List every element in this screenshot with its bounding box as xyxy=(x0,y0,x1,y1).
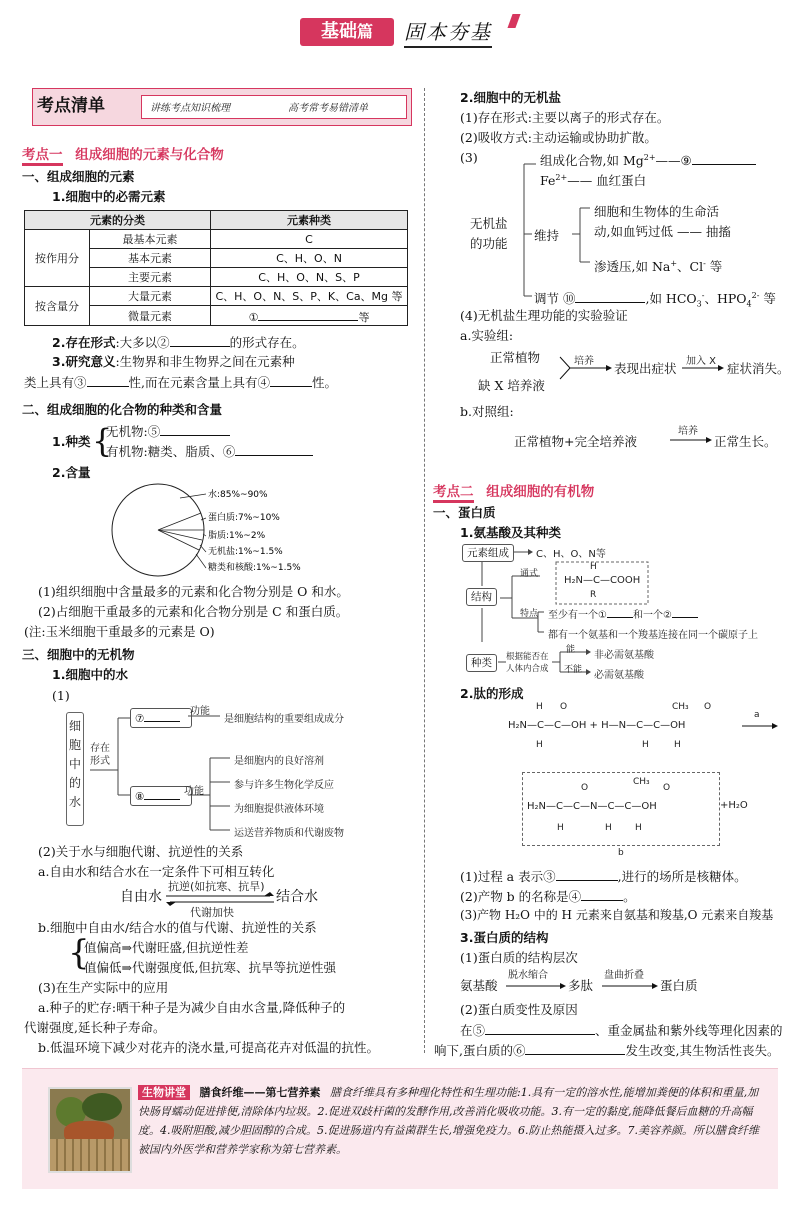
k2-title: 组成细胞的有机物 xyxy=(486,484,595,500)
water-diagram xyxy=(60,700,410,842)
salt-lackX: 缺 X 培养液 xyxy=(478,378,545,393)
water-pie-chart xyxy=(100,480,410,580)
conv-arrowhead xyxy=(264,892,274,896)
regulate: 调节 ⑩ xyxy=(534,291,576,307)
m2b-sup: - xyxy=(703,259,706,268)
fe: Fe xyxy=(540,173,556,189)
reg-d: 等 xyxy=(759,291,776,307)
aa-general: 通式 xyxy=(520,569,539,579)
reg-b: ,如 HCO xyxy=(645,291,697,307)
footer-text: 膳食纤维具有多种理化特性和生理功能:1.具有一定的溶水性,能增加粪便的体积和重量,加快肠胃蠕动促进排便,清除体内垃圾。2.促进双歧杆菌的发酵作用,改善消化吸收功能。3.有一定的黏度,能降低餐后血糖的升高幅度。4.吸附胆酸,减少胆固醇的合成。5.促进肠道内有益菌群生长,增强免疫力。6.防止热能摄入过多。7.美容养颜。所以膳食纤维被国内外医学和营养学家称为第七营养素。 xyxy=(138,1086,759,1156)
exp-addX: 加入 X xyxy=(686,356,717,367)
vegetable-basket-image xyxy=(48,1087,132,1173)
pep-o3: O xyxy=(581,783,589,793)
pep-ch3-1: CH₃ xyxy=(672,702,689,712)
header-slogan: 固本夯基 xyxy=(404,18,492,48)
fe-sup: 2+ xyxy=(555,173,568,182)
k2-s1-3: 3.蛋白质的结构 xyxy=(460,930,549,945)
blank-line xyxy=(235,441,313,456)
level-arrowhead xyxy=(652,983,658,989)
conv-bottom: 代谢加快 xyxy=(190,906,234,919)
k2-s1-2: 2.肽的形成 xyxy=(460,686,524,701)
blank-line xyxy=(556,866,618,881)
pie-label-sugar: 糖类和核酸:1%~1.5% xyxy=(208,563,301,573)
table-cell-trace xyxy=(211,306,408,326)
salt-m1a: 细胞和生物体的生命活 xyxy=(594,204,720,219)
table-head-2: 元素种类 xyxy=(211,211,408,230)
blank-line xyxy=(144,709,180,722)
pie-leader xyxy=(201,518,206,520)
exp-culture: 培养 xyxy=(574,356,594,367)
pep-h3: H xyxy=(642,740,649,750)
k1-wa: a.自由水和结合水在一定条件下可相互转化 xyxy=(38,864,275,879)
k2-s1: 一、蛋白质 xyxy=(433,505,496,520)
level3: 蛋白质 xyxy=(660,978,698,993)
level1: 氨基酸 xyxy=(460,978,498,993)
table-cell: C、H、O、N xyxy=(211,249,408,268)
water-f8d: 运送营养物质和代谢废物 xyxy=(234,828,344,839)
k1-tag: 考点一 xyxy=(22,147,63,166)
blank-line xyxy=(692,150,756,165)
k2-q2 xyxy=(460,886,636,906)
kind-organic xyxy=(106,441,313,461)
k1-p2-label: 2.存在形式 xyxy=(52,335,116,350)
page-header xyxy=(300,14,530,50)
pep-ch3-2: CH₃ xyxy=(633,777,650,787)
k1-n1: (1)组织细胞中含量最多的元素和化合物分别是 O 和水。 xyxy=(38,584,349,599)
footer-tag: 生物讲堂 xyxy=(138,1085,190,1100)
pep-prod: H₂N—C—C—N—C—C—OH xyxy=(527,801,657,812)
level-arrowhead xyxy=(560,983,566,989)
pie-leader xyxy=(196,554,206,568)
ctrl-culture: 培养 xyxy=(678,426,698,437)
m2: 渗透压,如 Na xyxy=(594,259,671,275)
pep-arrow xyxy=(742,722,778,730)
aa-arrowhead xyxy=(586,649,591,655)
water-func2: 功能 xyxy=(184,786,204,797)
level2: 多肽 xyxy=(568,978,594,993)
conv-left: 自由水 xyxy=(120,889,162,905)
reg-sub2: 4 xyxy=(746,299,752,309)
water-f8b: 参与许多生物化学反应 xyxy=(234,780,334,791)
st2d: 发生改变,其生物活性丧失。 xyxy=(625,1043,780,1058)
q1b: ,进行的场所是核糖体。 xyxy=(617,869,747,884)
pep-h4: H xyxy=(674,740,681,750)
salt-label1: 无机盐 xyxy=(470,216,508,231)
kind-label: 1.种类 xyxy=(52,434,91,449)
aa-basis1: 根据能否在 xyxy=(506,652,549,662)
water-vlabel: 细胞中的水 xyxy=(66,712,84,826)
pep-h1: H xyxy=(536,702,543,712)
pep-arrowhead xyxy=(772,723,778,729)
water-func: 功能 xyxy=(190,706,210,717)
salt-maintain: 维持 xyxy=(534,228,560,243)
conv-right: 结合水 xyxy=(276,889,318,905)
k1-p3c: 类上具有③ xyxy=(24,375,87,390)
aa-formula-r: R xyxy=(590,590,597,600)
footer-text-block xyxy=(138,1083,766,1159)
dash: —— xyxy=(655,153,681,169)
level-b: 盘曲折叠 xyxy=(604,970,644,981)
blank-line xyxy=(160,421,230,436)
k1-s3: 三、细胞中的无机物 xyxy=(22,647,135,662)
blank-line xyxy=(170,332,230,347)
table-cell: 基本元素 xyxy=(90,249,211,268)
footer-panel xyxy=(22,1068,778,1189)
salt-eb: b.对照组: xyxy=(460,404,514,419)
conv-top: 抗逆(如抗寒、抗旱) xyxy=(168,880,265,893)
salt-p3: (3) xyxy=(460,150,478,165)
aa-arrowhead xyxy=(586,669,591,675)
aa-nonessential: 非必需氨基酸 xyxy=(594,650,654,661)
m2b: 、Cl xyxy=(677,259,704,275)
pep-h2o: +H₂O xyxy=(720,800,748,811)
k1-w3a2: 代谢强度,延长种子寿命。 xyxy=(24,1020,166,1035)
pie-label-water: 水:85%~90% xyxy=(208,490,268,500)
blank-1: ① xyxy=(248,311,259,324)
table-cell: 大量元素 xyxy=(90,287,211,306)
aa-feature: 特点 xyxy=(520,609,539,619)
pep-h5: H xyxy=(557,823,564,833)
basket xyxy=(50,1139,130,1171)
salt-ea: a.实验组: xyxy=(460,328,514,343)
header-mark xyxy=(507,14,520,28)
pie-label-lipid: 脂质:1%~2% xyxy=(208,531,266,541)
table-suffix: 等 xyxy=(358,311,370,324)
pie-label-protein: 蛋白质:7%~10% xyxy=(208,513,280,523)
pep-h6: H xyxy=(605,823,612,833)
level-a: 脱水缩合 xyxy=(508,970,548,981)
pep-product-box xyxy=(522,772,720,846)
blank-line xyxy=(525,1040,625,1055)
k1-n3: (注:玉米细胞干重最多的元素是 O) xyxy=(24,624,215,639)
header-word1: 基础 xyxy=(320,21,357,42)
pep-left: H₂N—C—C—OH + H—N—C—C—OH xyxy=(508,720,686,731)
k1-wb1: 值偏高⇒代谢旺盛,但抗逆性差 xyxy=(84,940,249,955)
blank-line xyxy=(87,372,129,387)
k1-w3: (3)在生产实际中的应用 xyxy=(38,980,169,995)
wb-brace: { xyxy=(68,933,90,973)
q2b: 。 xyxy=(623,889,636,904)
aa-formula: H₂N—C—COOH xyxy=(564,575,641,586)
ctrl-arrowhead xyxy=(706,437,712,443)
exp-line xyxy=(560,357,570,368)
k2-q1 xyxy=(460,866,747,886)
salt-fe xyxy=(540,168,646,190)
header-word2: 篇 xyxy=(356,22,373,41)
k1-p3-line2 xyxy=(24,372,337,392)
q1a: (1)过程 a 表示③ xyxy=(460,869,556,884)
salt-compose xyxy=(540,148,756,170)
k2-tag: 考点二 xyxy=(433,484,474,503)
pep-o2: O xyxy=(704,702,712,712)
blank-line xyxy=(672,607,698,618)
pep-o4: O xyxy=(663,783,671,793)
table-cell: C、H、O、N、S、P、K、Ca、Mg 等 xyxy=(211,287,408,306)
reg-sup: - xyxy=(701,291,705,300)
table-cell: 微量元素 xyxy=(90,306,211,326)
blank-line xyxy=(581,886,623,901)
k2-st2: (2)蛋白质变性及原因 xyxy=(460,1002,578,1017)
conv-arrowhead xyxy=(166,902,176,906)
aa-formula-h: H xyxy=(590,562,597,572)
aa-f1a: 至少有一个① xyxy=(548,610,607,621)
reg-sup2: 2- xyxy=(751,291,760,300)
amino-acid-diagram xyxy=(460,542,790,682)
m2c: 等 xyxy=(705,259,723,275)
k1-p3e: 性。 xyxy=(312,375,338,390)
salt-label2: 的功能 xyxy=(470,236,508,251)
st2b: 、重金属盐和紫外线等理化因素的 xyxy=(595,1023,783,1038)
water-f7: 是细胞结构的重要组成成分 xyxy=(224,714,344,725)
k2-st2-line1 xyxy=(460,1020,783,1040)
kind2-text: 有机物:糖类、脂质、⑥ xyxy=(106,444,236,459)
level-arrow-1 xyxy=(506,982,566,990)
blank-line xyxy=(144,787,180,800)
pie-leader xyxy=(180,494,206,498)
k1-w2: (2)关于水与细胞代谢、抗逆性的关系 xyxy=(38,844,244,859)
salt-m1b: 动,如血钙过低 —— 抽搐 xyxy=(594,224,731,239)
kind-inorganic xyxy=(106,421,230,441)
column-divider xyxy=(424,88,425,1053)
pep-h2: H xyxy=(536,740,543,750)
pie-leader xyxy=(200,545,206,552)
k1-heading xyxy=(22,143,224,163)
aa-basis2: 人体内合成 xyxy=(506,664,549,674)
content-label: 2.含量 xyxy=(52,465,91,480)
salt-p1: (1)存在形式:主要以离子的形式存在。 xyxy=(460,110,670,125)
exp-arrowhead xyxy=(718,365,724,371)
ctrl-result: 正常生长。 xyxy=(714,434,777,449)
kind1-text: 无机物:⑤ xyxy=(106,424,161,439)
pep-h7: H xyxy=(635,823,642,833)
k2-q3: (3)产物 H₂O 中的 H 元素来自氨基和羧基,O 元素来自羧基 xyxy=(460,908,774,922)
aa-f1b: 和一个② xyxy=(632,610,672,621)
header-badge xyxy=(300,18,394,46)
aa-struct-box: 结构 xyxy=(466,588,497,606)
exp-symptom: 表现出症状 xyxy=(614,361,677,376)
blank-line xyxy=(607,607,633,618)
aa-essential: 必需氨基酸 xyxy=(594,670,644,681)
k2-s1-1: 1.氨基酸及其种类 xyxy=(460,525,561,540)
exp-gone: 症状消失。 xyxy=(727,361,790,376)
k1-s3-1: 1.细胞中的水 xyxy=(52,667,128,682)
k1-p3 xyxy=(52,352,295,371)
st2c: 响下,蛋白质的⑥ xyxy=(434,1043,526,1058)
fe-rest: —— 血红蛋白 xyxy=(567,173,647,189)
mg-sup: 2+ xyxy=(643,153,656,162)
b7: ⑦ xyxy=(135,713,145,725)
aa-arrowhead xyxy=(528,549,533,555)
table-cell: C xyxy=(211,230,408,249)
st2a: 在⑤ xyxy=(460,1023,486,1038)
table-cell: 最基本元素 xyxy=(90,230,211,249)
checklist-title: 考点清单 xyxy=(37,96,105,116)
circle9: ⑨ xyxy=(680,153,692,169)
blank-line xyxy=(270,372,312,387)
k1-s1: 一、组成细胞的元素 xyxy=(22,169,135,184)
pie-line xyxy=(158,530,199,550)
pie-line xyxy=(158,513,201,530)
compose-text: 组成化合物,如 Mg xyxy=(540,153,644,169)
aa-elem-box: 元素组成 xyxy=(462,544,514,562)
salt-p4: (4)无机盐生理功能的实验验证 xyxy=(460,308,628,323)
salt-m2 xyxy=(594,254,722,276)
exp-line xyxy=(560,368,570,379)
table-cell: C、H、O、N、S、P xyxy=(211,268,408,287)
blank-line xyxy=(575,288,645,303)
k1-s1-1: 1.细胞中的必需元素 xyxy=(52,189,166,204)
b8: ⑧ xyxy=(135,791,145,803)
salt-title: 2.细胞中的无机盐 xyxy=(460,90,561,105)
pie-label-salt: 无机盐:1%~1.5% xyxy=(208,547,283,557)
k1-wb2: 值偏低⇒代谢强度低,但抗寒、抗旱等抗逆性强 xyxy=(84,960,336,975)
peptide-diagram xyxy=(508,700,788,860)
kind-brace: { xyxy=(92,422,113,460)
blank-line xyxy=(485,1020,595,1035)
table-group-2: 按含量分 xyxy=(25,287,90,326)
checklist-sub-box xyxy=(141,95,407,119)
k1-p2-end: 的形式存在。 xyxy=(229,335,305,350)
water-box-7 xyxy=(130,708,192,728)
aa-cannot: 不能 xyxy=(564,665,583,675)
m2-sup: + xyxy=(670,259,678,268)
blank-line xyxy=(258,306,358,321)
exp-arrowhead xyxy=(606,365,612,371)
level-arrow-2 xyxy=(602,982,658,990)
aa-f1 xyxy=(548,606,698,621)
k1-p3-text: :生物界和非生物界之间在元素种 xyxy=(115,354,295,369)
k1-s2: 二、组成细胞的化合物的种类和含量 xyxy=(22,402,223,417)
pep-arrow-label: a xyxy=(754,710,760,720)
pie-line xyxy=(158,530,202,540)
checklist-banner xyxy=(32,88,412,126)
aa-can: 能 xyxy=(566,645,576,655)
aa-elem-val: C、H、O、N等 xyxy=(536,549,606,560)
reg-c: 、HPO xyxy=(704,291,747,307)
k2-st1: (1)蛋白质的结构层次 xyxy=(460,950,578,965)
k1-p2 xyxy=(52,332,305,352)
aa-f2: 都有一个氨基和一个羧基连接在同一个碳原子上 xyxy=(548,630,758,641)
pep-o1: O xyxy=(560,702,568,712)
veg-2 xyxy=(82,1093,122,1121)
checklist-sub2: 高考常考易错清单 xyxy=(288,103,368,114)
element-table xyxy=(24,210,408,326)
aa-kind-box: 种类 xyxy=(466,654,497,672)
k1-p2-text: :大多以② xyxy=(115,335,170,350)
footer-title: 膳食纤维——第七营养素 xyxy=(199,1086,321,1099)
k2-heading xyxy=(433,480,594,500)
ctrl-arrow xyxy=(670,436,712,444)
checklist-sub1: 讲练考点知识梳理 xyxy=(150,103,230,114)
water-f8c: 为细胞提供液体环境 xyxy=(234,804,324,815)
water-box-8 xyxy=(130,786,192,806)
pep-b: b xyxy=(618,848,624,858)
k1-n2: (2)占细胞干重最多的元素和化合物分别是 C 和蛋白质。 xyxy=(38,604,349,619)
k1-w3b: b.低温环境下减少对花卉的浇水量,可提高花卉对低温的抗性。 xyxy=(38,1040,379,1055)
k1-title: 组成细胞的元素与化合物 xyxy=(75,147,224,163)
water-exist: 存在形式 xyxy=(90,743,110,767)
table-head-1: 元素的分类 xyxy=(25,211,211,230)
water-f8a: 是细胞内的良好溶剂 xyxy=(234,756,324,767)
k1-wb: b.细胞中自由水/结合水的值与代谢、抗逆性的关系 xyxy=(38,920,317,935)
q2a: (2)产物 b 的名称是④ xyxy=(460,889,582,904)
salt-normal: 正常植物 xyxy=(490,350,541,365)
k2-st2-line2 xyxy=(434,1040,779,1060)
table-cell: 主要元素 xyxy=(90,268,211,287)
k1-w3a1: a.种子的贮存:晒干种子是为减少自由水含量,降低种子的 xyxy=(38,1000,346,1015)
k1-p3d: 性,而在元素含量上具有④ xyxy=(128,375,270,390)
table-group-1: 按作用分 xyxy=(25,230,90,287)
k1-s3-p1: (1) xyxy=(52,688,70,703)
salt-p2: (2)吸收方式:主动运输或协助扩散。 xyxy=(460,130,657,145)
ctrl-text: 正常植物+完全培养液 xyxy=(514,434,637,449)
k1-p3-label: 3.研究意义 xyxy=(52,354,116,369)
reg-sub: 3 xyxy=(696,299,702,309)
